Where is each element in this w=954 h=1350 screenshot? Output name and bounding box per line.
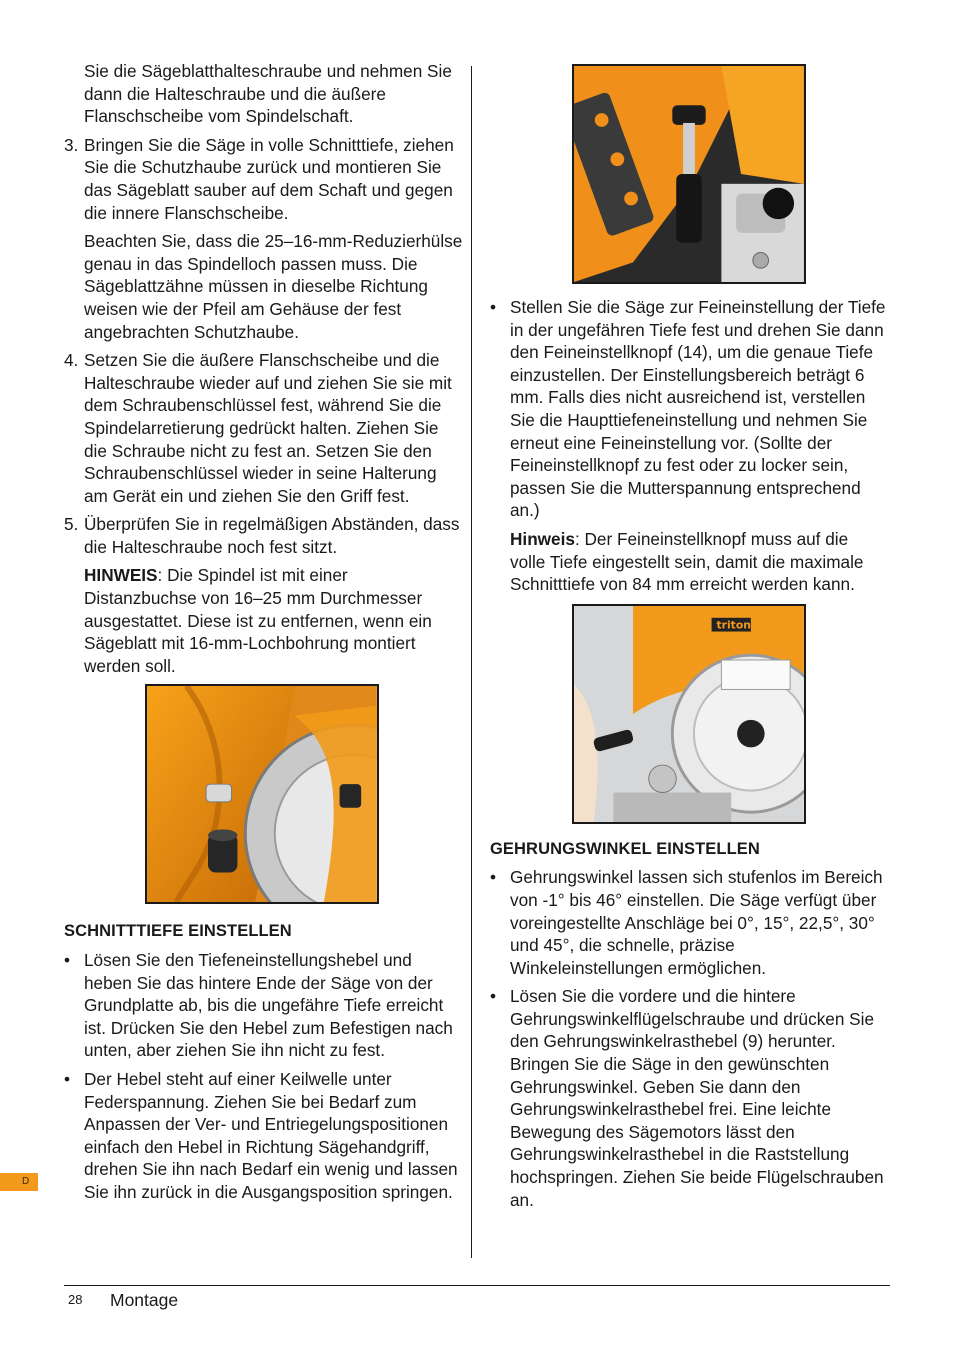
bullet-item [64, 1068, 464, 1204]
photo-blade-guard [145, 684, 379, 904]
right-column [490, 60, 886, 1211]
section-heading-depth: SCHNITTTIEFE EINSTELLEN [64, 922, 292, 941]
step-text: Setzen Sie die äußere Flanschscheibe und die Halteschraube wieder auf und ziehen Sie sie mit dem Schraubenschlüssel fest, während Sie die Spindelarretierung gedrückt halten. Ziehen Sie die Schraube nicht zu fest an. Setzen Sie den Schraubenschlüssel wieder in seine Halterung am Gerät ein und ziehen Sie den Griff fest. [84, 350, 452, 506]
brand-logo: triton [716, 618, 751, 632]
bullet-item [490, 866, 886, 979]
bullet-item [64, 949, 464, 1062]
step-3 [64, 134, 464, 224]
intro-paragraph: Sie die Sägeblatthalteschraube und nehmen Sie dann die Halteschraube und die äußere Flanschscheibe vom Spindelschaft. [84, 61, 452, 127]
note-label: Hinweis [510, 528, 575, 549]
step-4 [64, 349, 464, 507]
bevel-adjust-illustration [574, 606, 804, 822]
step-text: Bringen Sie die Säge in volle Schnitttiefe, ziehen Sie die Schutzhaube zurück und montieren Sie das Sägeblatt sauber auf dem Schaft und gegen die innere Flanschscheibe. [84, 134, 454, 223]
note-text: : Der Feineinstellknopf muss auf die volle Tiefe eingestellt sein, damit die maximale Schnitttiefe von 84 mm erreicht werden kann. [510, 528, 864, 595]
bullet-item [490, 296, 886, 522]
photo-depth-knob [572, 64, 806, 284]
bullet-text: Der Hebel steht auf einer Keilwelle unter Federspannung. Ziehen Sie bei Bedarf zum Anpassen der Ver- und Entriegelungspositionen einfach den Hebel in Richtung Sägehandgriff, drehen Sie ihn nach Bedarf ein wenig und lassen Sie ihn zurück in die Ausgangsposition springen. [84, 1069, 458, 1202]
step-number: 5. [64, 514, 79, 535]
bullet: • [490, 297, 497, 317]
bullet-text: Gehrungswinkel lassen sich stufenlos im Bereich von -1° bis 46° einstellen. Die Säge verfügt über voreingestellte Anschläge bei 0°, 15°, 22,5°, 30° und 45°, die schnelle, präzise Winkeleinstellungen ermöglichen. [510, 867, 883, 978]
bullet: • [64, 1069, 71, 1089]
bullet-item [490, 985, 886, 1211]
language-tab: D [0, 1173, 38, 1191]
hinweis-note [490, 528, 886, 596]
bullet: • [490, 867, 497, 888]
column-divider [471, 66, 472, 1258]
step-3-note: Beachten Sie, dass die 25–16-mm-Reduzierhülse genau in das Spindelloch passen muss. Die Sägeblattzähne müssen in dieselbe Richtung weisen wie der Pfeil am Gehäuse der fest angebrachten Schutzhaube. [84, 231, 463, 342]
bullet: • [64, 950, 71, 971]
left-column [64, 60, 464, 1204]
bullet: • [490, 986, 497, 1007]
step-number: 4. [64, 350, 79, 371]
section-heading-bevel: GEHRUNGSWINKEL EINSTELLEN [490, 839, 760, 858]
depth-knob-illustration [574, 66, 804, 282]
saw-guard-illustration [147, 686, 377, 902]
step-text: Überprüfen Sie in regelmäßigen Abständen, dass die Halteschraube noch fest sitzt. [84, 514, 460, 557]
section-name: Montage [110, 1290, 179, 1310]
step-number: 3. [64, 134, 79, 155]
note-text: : Die Spindel ist mit einer Distanzbuchse von 16–25 mm Durchmesser ausgestattet. Diese ist zu entfernen, wenn ein Sägeblatt mit 16-mm-Lochbohrung montiert werden soll. [84, 565, 432, 676]
bullet-text: Lösen Sie die vordere und die hintere Gehrungswinkelflügelschraube und drücken Sie den Gehrungswinkelrasthebel (9) herunter. Bringen Sie die Säge in den gewünschten Gehrungswinkel. Geben Sie dann den Gehrungswinkelrasthebel frei. Eine leichte Bewegung des Sägemotors lässt den Gehrungswinkelrasthebel in die Raststellung hochspringen. Ziehen Sie beide Flügelschrauben an. [510, 986, 884, 1210]
footer-rule [64, 1285, 890, 1286]
bullet-text: Stellen Sie die Säge zur Feineinstellung der Tiefe in der ungefähren Tiefe fest und drehen Sie dann den Feineinstellknopf (14), um die genaue Tiefe einzustellen. Der Einstellungsbereich beträgt 6 mm. Falls dies nicht ausreichend ist, verstellen Sie die Haupttiefeneinstellung und nehmen Sie erneut eine Feineinstellung vor. (Sollte der Feineinstellknopf zu fest oder zu locker sein, passen Sie die Mutterspannung entsprechend an.) [510, 297, 886, 521]
step-5 [64, 513, 464, 558]
note-label: HINWEIS [84, 565, 158, 586]
bullet-text: Lösen Sie den Tiefeneinstellungshebel und heben Sie das hintere Ende der Säge von der Grundplatte ab, bis die ungefähre Tiefe erreicht ist. Drücken Sie den Hebel zum Befestigen nach unten, aber ziehen Sie ihn nicht zu fest. [84, 950, 453, 1061]
page-number: 28 [68, 1292, 83, 1307]
photo-bevel-adjust [572, 604, 806, 824]
hinweis-note [64, 564, 464, 677]
